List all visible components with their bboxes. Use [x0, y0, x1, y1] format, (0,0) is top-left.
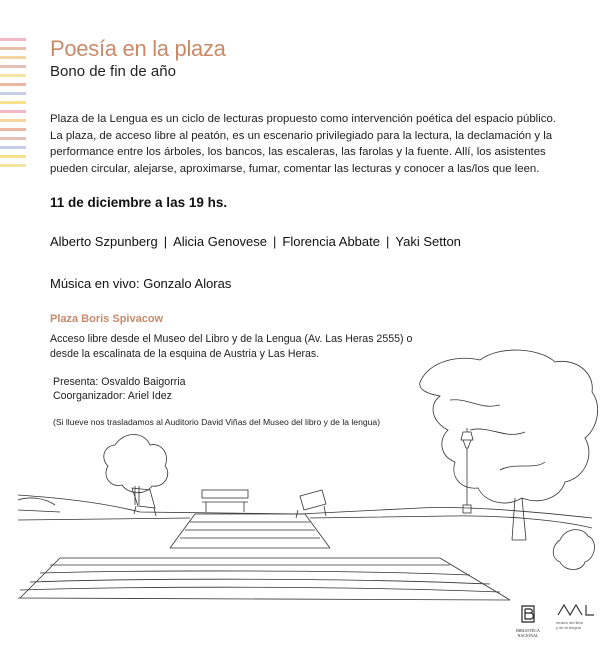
- museo-label-1: museo del libro: [556, 620, 584, 625]
- intro-paragraph: Plaza de la Lengua es un ciclo de lecturas propuesto como intervención poética del espacio público. La plaza, de acceso libre al peatón, es un escenario privilegiado para la lectura, la declamación y la performance entre los árboles, los bancos, las escaleras, las farolas y la fuente. Allí, los asistentes pueden circular, alejarse, aproximarse, fumar, comentar las lecturas y conocer a las/los que leen.: [50, 113, 556, 175]
- biblioteca-emblem-icon: [520, 604, 536, 624]
- coorganizer: Coorganizador: Ariel Idez: [53, 390, 172, 402]
- museo-emblem-icon: [556, 604, 596, 616]
- reader-name: Yaki Setton: [395, 234, 461, 249]
- museo-label-2: y de la lengua: [556, 624, 581, 630]
- separator: |: [386, 234, 390, 249]
- separator: |: [163, 234, 168, 249]
- event-date: 11 de diciembre a las 19 hs.: [50, 195, 228, 210]
- tree-trunk-right: [512, 498, 526, 540]
- location-name: Plaza Boris Spivacow: [50, 313, 164, 325]
- biblioteca-nacional-logo: [512, 604, 544, 638]
- page-title: Poesía en la plaza: [50, 36, 226, 61]
- tree-left: [104, 434, 168, 492]
- bench-center: [202, 490, 248, 512]
- bush-right: [553, 530, 594, 570]
- access-info: Acceso libre desde el Museo del Libro y de la Lengua (Av. Las Heras 2555) o desde la escalinata de la esquina de Austria y Las Heras.: [50, 333, 413, 360]
- reader-name: Florencia Abbate: [282, 234, 380, 249]
- tree-canopy-right: [420, 350, 598, 503]
- page-subtitle: Bono de fin de año: [50, 63, 176, 80]
- presenter: Presenta: Osvaldo Baigorria: [53, 376, 186, 388]
- biblioteca-label: BIBLIOTECA NACIONAL: [516, 628, 540, 638]
- stairs: [18, 514, 510, 600]
- reader-name: Alicia Genovese: [173, 234, 268, 249]
- museo-logo: [556, 603, 598, 630]
- lamp-post: [461, 428, 473, 513]
- live-music: Música en vivo: Gonzalo Aloras: [50, 276, 232, 291]
- rain-note: (Si llueve nos trasladamos al Auditorio David Viñas del Museo del libro y de la lengua): [53, 417, 381, 427]
- reader-name: Alberto Szpunberg: [50, 234, 158, 249]
- separator: |: [273, 234, 277, 249]
